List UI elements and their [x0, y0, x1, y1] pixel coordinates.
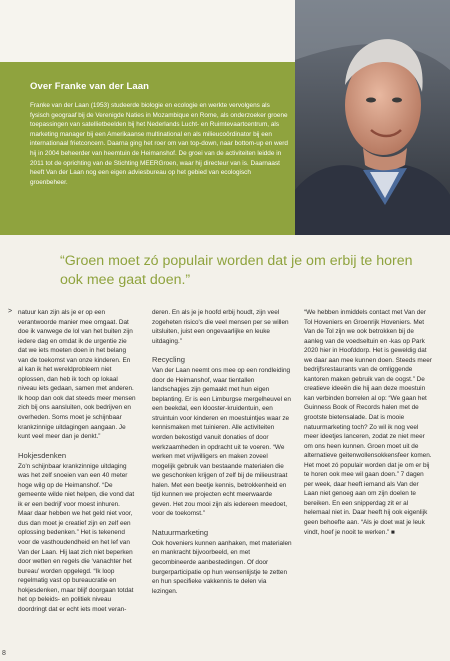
bio-title: Over Franke van der Laan [30, 81, 150, 92]
article-column-2 [152, 308, 292, 596]
subheading-natuurmarketing: Natuurmarketing [152, 527, 209, 537]
paragraph: Ook hoveniers kunnen aanhaken, met materialen en mankracht bijvoorbeeld, en met gecombineerde aanbestedingen. Of door burgerparticipatie op hun wensenlijstje te zetten en hun specifieke vakkennis te delen via lezingen. [152, 539, 292, 595]
pull-quote: “Groen moet zó populair worden dat je om erbij te horen ook mee gaat doen.” [60, 253, 413, 288]
paragraph: deren. En als je je hoofd erbij houdt, zijn veel zogeheten risico's die veel mensen per se willen uitsluiten, juist een ongevaarlijke en leuke uitdaging.” [152, 309, 289, 345]
subheading-recycling: Recycling [152, 355, 185, 365]
portrait-illustration [295, 0, 450, 235]
bio-text: Franke van der Laan (1953) studeerde biologie en ecologie en werkte vervolgens als fysisch geograaf bij de Verenigde Naties in Mozambique en Rome, als onderzoeker groene toepassingen van satellietbeelden bij het Nederlands Lucht- en Ruimtevaartcentrum, als marketing manager bij een Amerikaanse multinational en als milieucoördinator bij een internationaal frietconcern. Daarna ging het roer om van top-down, naar bottom-up en werd hij in 2004 beheerder van heemtuin de Heimanshof. De groei van de activiteiten leidde in 2011 tot de oprichting van de Stichting MEERGroen, waar hij directeur van is. Daarnaast heeft Van der Laan nog een eigen adviesbureau op het gebied van ecologisch groenbeheer. [30, 102, 288, 186]
article-column-1 [18, 308, 136, 614]
continuation-marker: > [8, 308, 13, 315]
bio-box [0, 62, 295, 235]
paragraph: Van der Laan neemt ons mee op een rondleiding door de Heimanshof, waar tientallen landschapjes zijn gemaakt met hun eigen beplanting. Er is een Limburgse mergelheuvel en een beekdal, een klooster-kruidentuin, een struintuin voor kinderen en moestuintjes waar ze kennismaken met tuinieren. Alle activiteiten worden bekostigd vanuit donaties of door werkzaamheden in opdracht uit te voeren. “We werken met vrijwilligers en maken zoveel mogelijk gebruik van bestaande materialen die we geschonken krijgen of zelf bij de milieustraat halen. Met een beetje kennis, betrokkenheid en tijd kunnen we projecten echt meerwaarde geven. Het zou mooi zijn als iedereen meedoet, voor de toekomst.” [152, 367, 291, 518]
subheading-hokjesdenken: Hokjesdenken [18, 450, 67, 460]
paragraph: Zo'n schijnbaar krankzinnige uitdaging was het zelf snoeien van een 40 meter hoge wilg op de Heimanshof. “De gemeente wilde niet helpen, die vond dat ik er een bedrijf voor moest inhuren. Maar daar hebben we het geld niet voor, dus dan moet je creatief zijn en zelf een oplossing bedenken.” Het is tekenend voor de vasthoudendheid en het lef van Van der Laan. Hij laat zich niet beperken door wetten en regels die ‘vanachter het bureau’ worden opgelegd. “Ik loop regelmatig vast op bureaucratie en hokjesdenken, maar blijf doorgaan totdat het op beleids- en politiek niveau doordringt dat er echt iets moet veran- [18, 462, 135, 613]
page-number: 8 [2, 650, 6, 657]
paragraph: natuur kan zijn als je er op een verantwoorde manier mee omgaat. Dat doe ik vanwege de lol van het buiten zijn iedere dag en omdat ik de urgentie zie dat we iets moeten doen in het belang van de toekomst van onze kinderen. En al kan ik het wereldprobleem niet oplossen, dan heb ik toch op lokaal niveau iets gedaan, samen met anderen. Ik hoop dan ook dat steeds meer mensen zich bij ons aansluiten, ook bedrijven en overheden. Soms moet je schijnbaar krankzinnige uitdagingen aangaan. Je kunt veel meer dan je denkt.” [18, 309, 136, 441]
portrait-photo [295, 0, 450, 235]
paragraph: “We hebben inmiddels contact met Van der Tol Hoveniers en Groenrijk Hoveniers. Met Van de Tol zijn we ook betrokken bij de aanleg van de voedseltuin en -kas op Park 2020 hier in Hoofddorp. Het is geweldig dat we daar aan mee kunnen doen. Steeds meer bedrijfsrestaurants van de omliggende kantoren maken gebruik van de oogst.” De creatieve ideeën die hij aan deze moestuin kan verbinden borrelen al op: “We gaan het Guinness Book of Records halen met de grootste bietensalade. Dat is mooie natuurmarketing toch? Zo wil ik nog veel meer ideetjes lanceren, zodat ze niet meer om ons heen kunnen. Groen moet uit de alternatieve geitenwollensokkensfeer komen. Het moet zó populair worden dat je om er bij te horen ook mee wil gaan doen.” 7 dagen per week, daar heeft iemand als Van der Laan niet genoeg aan om zijn doelen te bereiken. En een snipperdag zit er al helemaal niet in. Daar heeft hij ook eigenlijk geen behoefte aan. “Als je doet wat je leuk vindt, hoef je nooit te werken.” ■ [304, 309, 432, 536]
article-column-3 [304, 308, 432, 537]
